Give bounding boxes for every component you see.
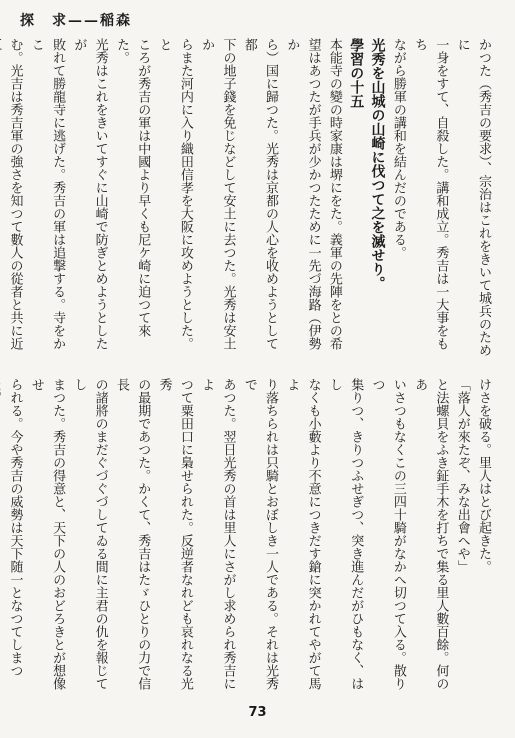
top-text-column: らまた河内に入り織田信孝を大阪に攻めようとした。と [156,38,193,350]
bottom-text-column: いさつもなくこの三四十騎がなかへ切つて入る。散りつ [369,378,406,690]
top-heading-column: 學習の十五 [348,38,365,108]
text-block-bottom [7,378,494,696]
bottom-text-column: けさを破る。里人はとび起きた。 [476,378,491,573]
bottom-text-column: なくも小藪より不意につきだす鎗に突かれてやがて馬よ [284,378,321,690]
top-text-column: ら）国に歸つた。光秀は京都の人心を收めようとして都 [241,38,279,350]
bottom-text-column: と法螺貝をふき鉦手木を打ちで集る里人數百餘。何のあ [412,378,449,690]
top-text-column: 敗れて勝龍寺に逃げた。秀吉の軍は追撃する。寺をかこ [28,38,66,350]
running-header: 探 求——稲森 [20,13,132,29]
top-text-column: ながら勝軍の講和を結んだのである。 [390,38,406,259]
bottom-text-column: られる。今や秀吉の威勢は天下随一となつてしまつ [7,378,23,677]
bottom-text-column: 集りつ、きりつふせぎつ、突き進んだがひもなく、はし [326,378,364,690]
bottom-text-column: り落ちられは只騎とおぼしき一人である。それは光秀で [241,378,279,690]
bottom-text-column: の最期であつた。かくて、秀吉はたゞひとりの力で信長 [113,378,151,690]
bottom-text-column: まつた。秀吉の得意と、天下の人のおどろきとが想像せ [28,378,66,690]
top-text-column: 下の地子錢を免じなどして安土に去つた。光秀は安土か [199,38,236,350]
bottom-text-column: あつた。翌日光秀の首は里人にさがし求められ秀吉によ [199,378,236,690]
bottom-text-column: 「落人が來たぞ、みな出會へや」 [454,378,470,573]
bottom-text-column: の諸將のまだぐづぐづしてゐる間に主君の仇を報じてし [71,378,108,690]
top-text-column: 望はあつたが手兵が少かつたために一先づ海路（伊勢か [284,38,321,350]
bottom-text-column: つて粟田口に梟せられた。反逆者なれども哀れなる光秀 [156,378,193,690]
top-text-column: かつた（秀吉の要求）、宗治はこれをきいて城兵のために [454,38,491,357]
top-text-column: ころが秀吉の軍は中國より早くも尼ケ崎に迫つて來た。 [113,38,151,337]
top-text-column: 光秀はこれをきいてすぐに山崎で防ぎとめようとしたが [71,38,108,350]
top-text-column: む。光吉は秀吉軍の強さを知つて數人の從者と共に近 [7,38,23,350]
top-text-column: 一身をすて、自殺した。講和成立。秀吉は一大事をもち [412,38,449,350]
top-text-column: 本能寺の變の時家康は堺にをた。義軍の先陣をとの希 [326,38,342,350]
page-number: 73 [248,705,267,720]
text-block-top [7,38,494,358]
top-heading-column: 光秀を山城の山崎に伐つて之を滅せり。 [369,38,386,290]
